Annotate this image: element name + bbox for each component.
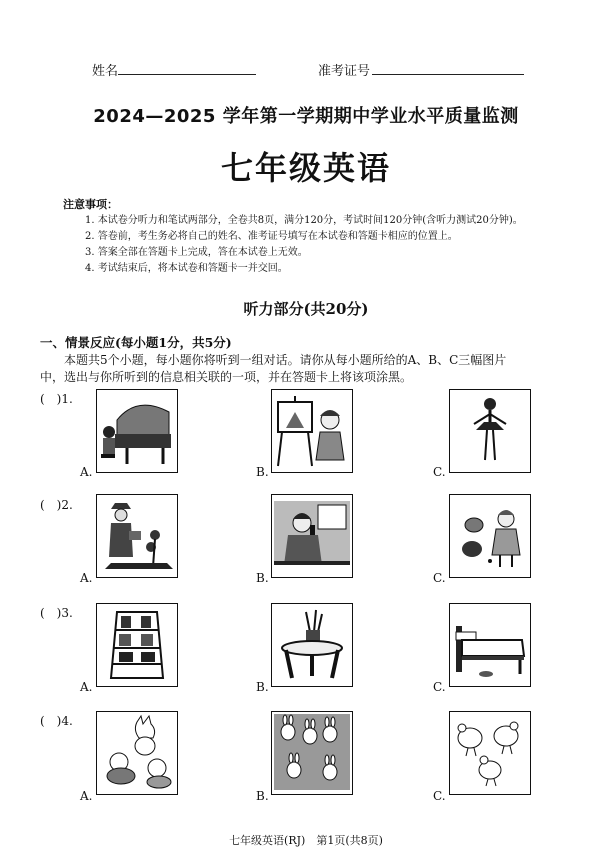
option-picture-watering[interactable] [96,494,178,578]
rabbits-icon [272,712,352,792]
option-label: A. [80,680,93,694]
option-picture-painting[interactable] [271,389,353,473]
question-number: ( )2. [40,498,73,512]
option-label: A. [80,789,93,803]
exam-id-field[interactable] [372,62,524,75]
option-picture-piano[interactable] [96,389,178,473]
note-item: 1. 本试卷分听力和笔试两部分，全卷共8页，满分120分，考试时间120分钟(含听力测试20分钟)。 [85,215,523,226]
page-footer: 七年级英语(RJ) 第1页(共8页) [229,834,383,847]
brush-pot-stool-icon [272,604,352,684]
option-label: C. [433,571,446,585]
kittens-icon [97,712,177,792]
subject-title: 七年级英语 [220,149,391,187]
question-number: ( )3. [40,606,73,620]
watering-flowers-icon [97,495,177,575]
option-picture-rabbits[interactable] [271,711,353,795]
instruction-line: 本题共5个小题，每小题你将听到一组对话。请你从每小题所给的A、B、C三幅图片 [64,353,507,367]
option-picture-chickens[interactable] [449,494,531,578]
option-label: B. [256,571,269,585]
easel-painting-icon [272,390,352,470]
option-picture-shoe-rack[interactable] [96,603,178,687]
boy-on-phone-icon [272,495,352,575]
notes-title: 注意事项： [63,198,118,211]
shoe-rack-icon [97,604,177,684]
note-item: 3. 答案全部在答题卡上完成，答在本试卷上无效。 [85,247,308,258]
instruction-line: 中，选出与你所听到的信息相关联的一项，并在答题卡上将该项涂黑。 [40,370,413,384]
ballet-dancer-icon [450,390,530,470]
question-number: ( )4. [40,714,73,728]
option-picture-stool[interactable] [271,603,353,687]
bed-icon [450,604,530,684]
birds-icon [450,712,530,792]
note-item: 4. 考试结束后，将本试卷和答题卡一并交回。 [85,263,288,274]
option-label: B. [256,680,269,694]
option-picture-bed[interactable] [449,603,531,687]
name-field[interactable] [118,62,256,75]
section-title: 一、情景反应(每小题1分，共5分) [40,335,232,350]
option-picture-phone[interactable] [271,494,353,578]
part-title: 听力部分(共20分) [243,300,369,318]
option-label: A. [80,571,93,585]
option-picture-birds[interactable] [449,711,531,795]
exam-id-label: 准考证号 [318,64,371,79]
option-label: C. [433,680,446,694]
option-label: B. [256,465,269,479]
option-label: B. [256,789,269,803]
option-picture-kittens[interactable] [96,711,178,795]
question-number: ( )1. [40,392,73,406]
option-label: C. [433,789,446,803]
option-label: C. [433,465,446,479]
option-picture-ballet[interactable] [449,389,531,473]
feeding-chickens-icon [450,495,530,575]
option-label: A. [80,465,93,479]
name-label: 姓名 [92,64,119,79]
exam-title: 2024—2025 学年第一学期期中学业水平质量监测 [93,106,519,127]
note-item: 2. 答卷前，考生务必将自己的姓名、准考证号填写在本试卷和答题卡相应的位置上。 [85,231,458,242]
piano-player-icon [97,390,177,470]
